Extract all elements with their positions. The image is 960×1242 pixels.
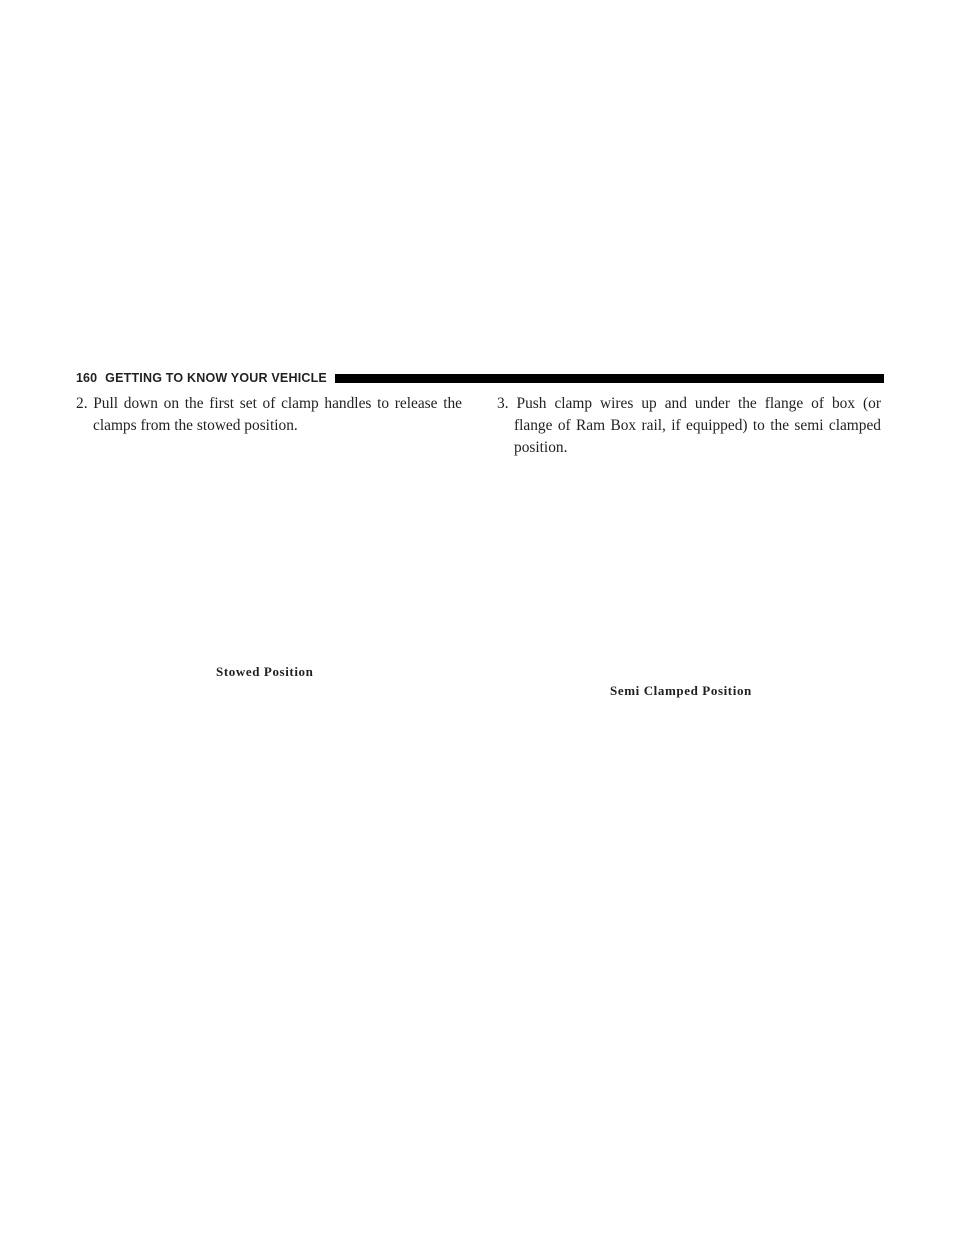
step-3-instruction (497, 393, 881, 459)
page-number: 160 (76, 371, 98, 385)
step-text-line: position. (514, 439, 568, 456)
section-title: GETTING TO KNOW YOUR VEHICLE (105, 371, 327, 385)
step-2-instruction (76, 393, 462, 437)
semi-clamped-position-figure (497, 485, 881, 675)
step-text-line: flange of Ram Box rail, if equipped) to the semi clamped (514, 417, 881, 434)
step-text-line: 2. Pull down on the first set of clamp handles to release the (76, 395, 462, 412)
page-header (76, 370, 884, 386)
step-text-line: clamps from the stowed position. (93, 417, 298, 434)
header-rule (335, 374, 884, 383)
step-text-line: 3. Push clamp wires up and under the flange of box (or (497, 395, 881, 412)
semi-clamped-position-caption: Semi Clamped Position (610, 683, 752, 698)
stowed-position-caption: Stowed Position (216, 664, 314, 679)
stowed-position-figure (76, 462, 462, 652)
